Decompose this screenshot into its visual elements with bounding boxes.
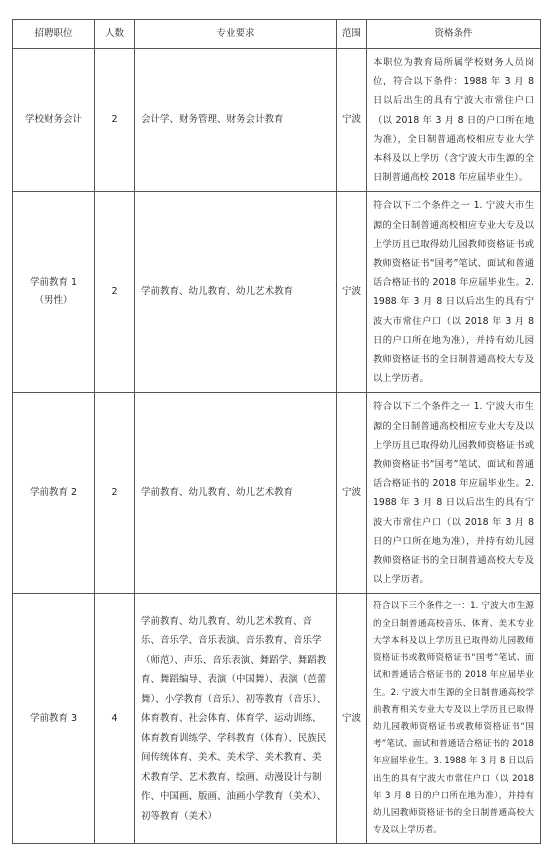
qualification-cell: 符合以下二个条件之一 1. 宁波大市生源的全日制普通高校相应专业大专及以上学历且已取得幼儿园教师资格证书或教师资格证书“国考”笔试、面试和普通话合格证书的 2018 年应届毕业生。2. 1988 年 3 月 8 日以后出生的具有宁波大市常住户口（以 2018 年 3 月 8 日的户口所在地为准），并持有幼儿园教师资格证书的全日制普通高校大专及以上学历者。 bbox=[367, 192, 541, 393]
major-cell: 会计学、财务管理、财务会计教育 bbox=[135, 49, 337, 192]
table-row bbox=[13, 393, 541, 594]
position-cell: 学校财务会计 bbox=[13, 49, 95, 192]
qualification-cell: 符合以下二个条件之一 1. 宁波大市生源的全日制普通高校相应专业大专及以上学历且已取得幼儿园教师资格证书或教师资格证书“国考”笔试、面试和普通话合格证书的 2018 年应届毕业生。2. 1988 年 3 月 8 日以后出生的具有宁波大市常住户口（以 2018 年 3 月 8 日的户口所在地为准），并持有幼儿园教师资格证书的全日制普通高校大专及以上学历者。 bbox=[367, 393, 541, 594]
header-scope: 范围 bbox=[337, 20, 367, 49]
recruitment-table bbox=[12, 19, 541, 844]
qualification-cell: 符合以下三个条件之一：1. 宁波大市生源的全日制普通高校音乐、体育、美术专业大学本科及以上学历且已取得幼儿园教师资格证书或教师资格证书“国考”笔试、面试和普通话合格证书的 2018 年应届毕业生。2. 宁波大市生源的全日制普通高校学前教育相关专业大专及以上学历且已取得幼儿园教师资格证书或教师资格证书“国考”笔试、面试和普通话合格证书的 2018 年应届毕业生。3. 1988 年 3 月 8 日以后出生的具有宁波大市常住户口（以 2018 年 3 月 8 日的户口所在地为准），并持有幼儿园教师资格证书的全日制普通高校大专及以上学历者。 bbox=[367, 594, 541, 844]
scope-cell: 宁波 bbox=[337, 49, 367, 192]
position-cell: 学前教育 1 （男性） bbox=[13, 192, 95, 393]
count-cell: 4 bbox=[95, 594, 135, 844]
scope-cell: 宁波 bbox=[337, 594, 367, 844]
table-row bbox=[13, 192, 541, 393]
count-cell: 2 bbox=[95, 49, 135, 192]
position-cell: 学前教育 3 bbox=[13, 594, 95, 844]
count-cell: 2 bbox=[95, 393, 135, 594]
header-qualification: 资格条件 bbox=[367, 20, 541, 49]
major-cell: 学前教育、幼儿教育、幼儿艺术教育 bbox=[135, 192, 337, 393]
header-count: 人数 bbox=[95, 20, 135, 49]
position-cell: 学前教育 2 bbox=[13, 393, 95, 594]
qualification-cell: 本职位为教育局所属学校财务人员岗位，符合以下条件：1988 年 3 月 8 日以后出生的具有宁波大市常住户口（以 2018 年 3 月 8 日的户口所在地为准），全日制普通高校相应专业大学本科及以上学历（含宁波大市生源的全日制普通高校 2018 年应届毕业生）。 bbox=[367, 49, 541, 192]
header-major: 专业要求 bbox=[135, 20, 337, 49]
header-row bbox=[13, 20, 541, 49]
table-row bbox=[13, 594, 541, 844]
table-row bbox=[13, 49, 541, 192]
count-cell: 2 bbox=[95, 192, 135, 393]
scope-cell: 宁波 bbox=[337, 192, 367, 393]
major-cell: 学前教育、幼儿教育、幼儿艺术教育、音乐、音乐学、音乐表演、音乐教育、音乐学（师范）、声乐、音乐表演、舞蹈学、舞蹈教育、舞蹈编导、表演（中国舞）、表演（芭蕾舞）、小学教育（音乐）、初等教育（音乐）、体育教育、社会体育、体育学、运动训练、体育教育训练学、学科教育（体育）、民族民间传统体育、美术、美术学、美术教育、美术教育学、艺术教育、绘画、动漫设计与制作、中国画、版画、油画小学教育（美术）、初等教育（美术） bbox=[135, 594, 337, 844]
header-position: 招聘职位 bbox=[13, 20, 95, 49]
scope-cell: 宁波 bbox=[337, 393, 367, 594]
major-cell: 学前教育、幼儿教育、幼儿艺术教育 bbox=[135, 393, 337, 594]
